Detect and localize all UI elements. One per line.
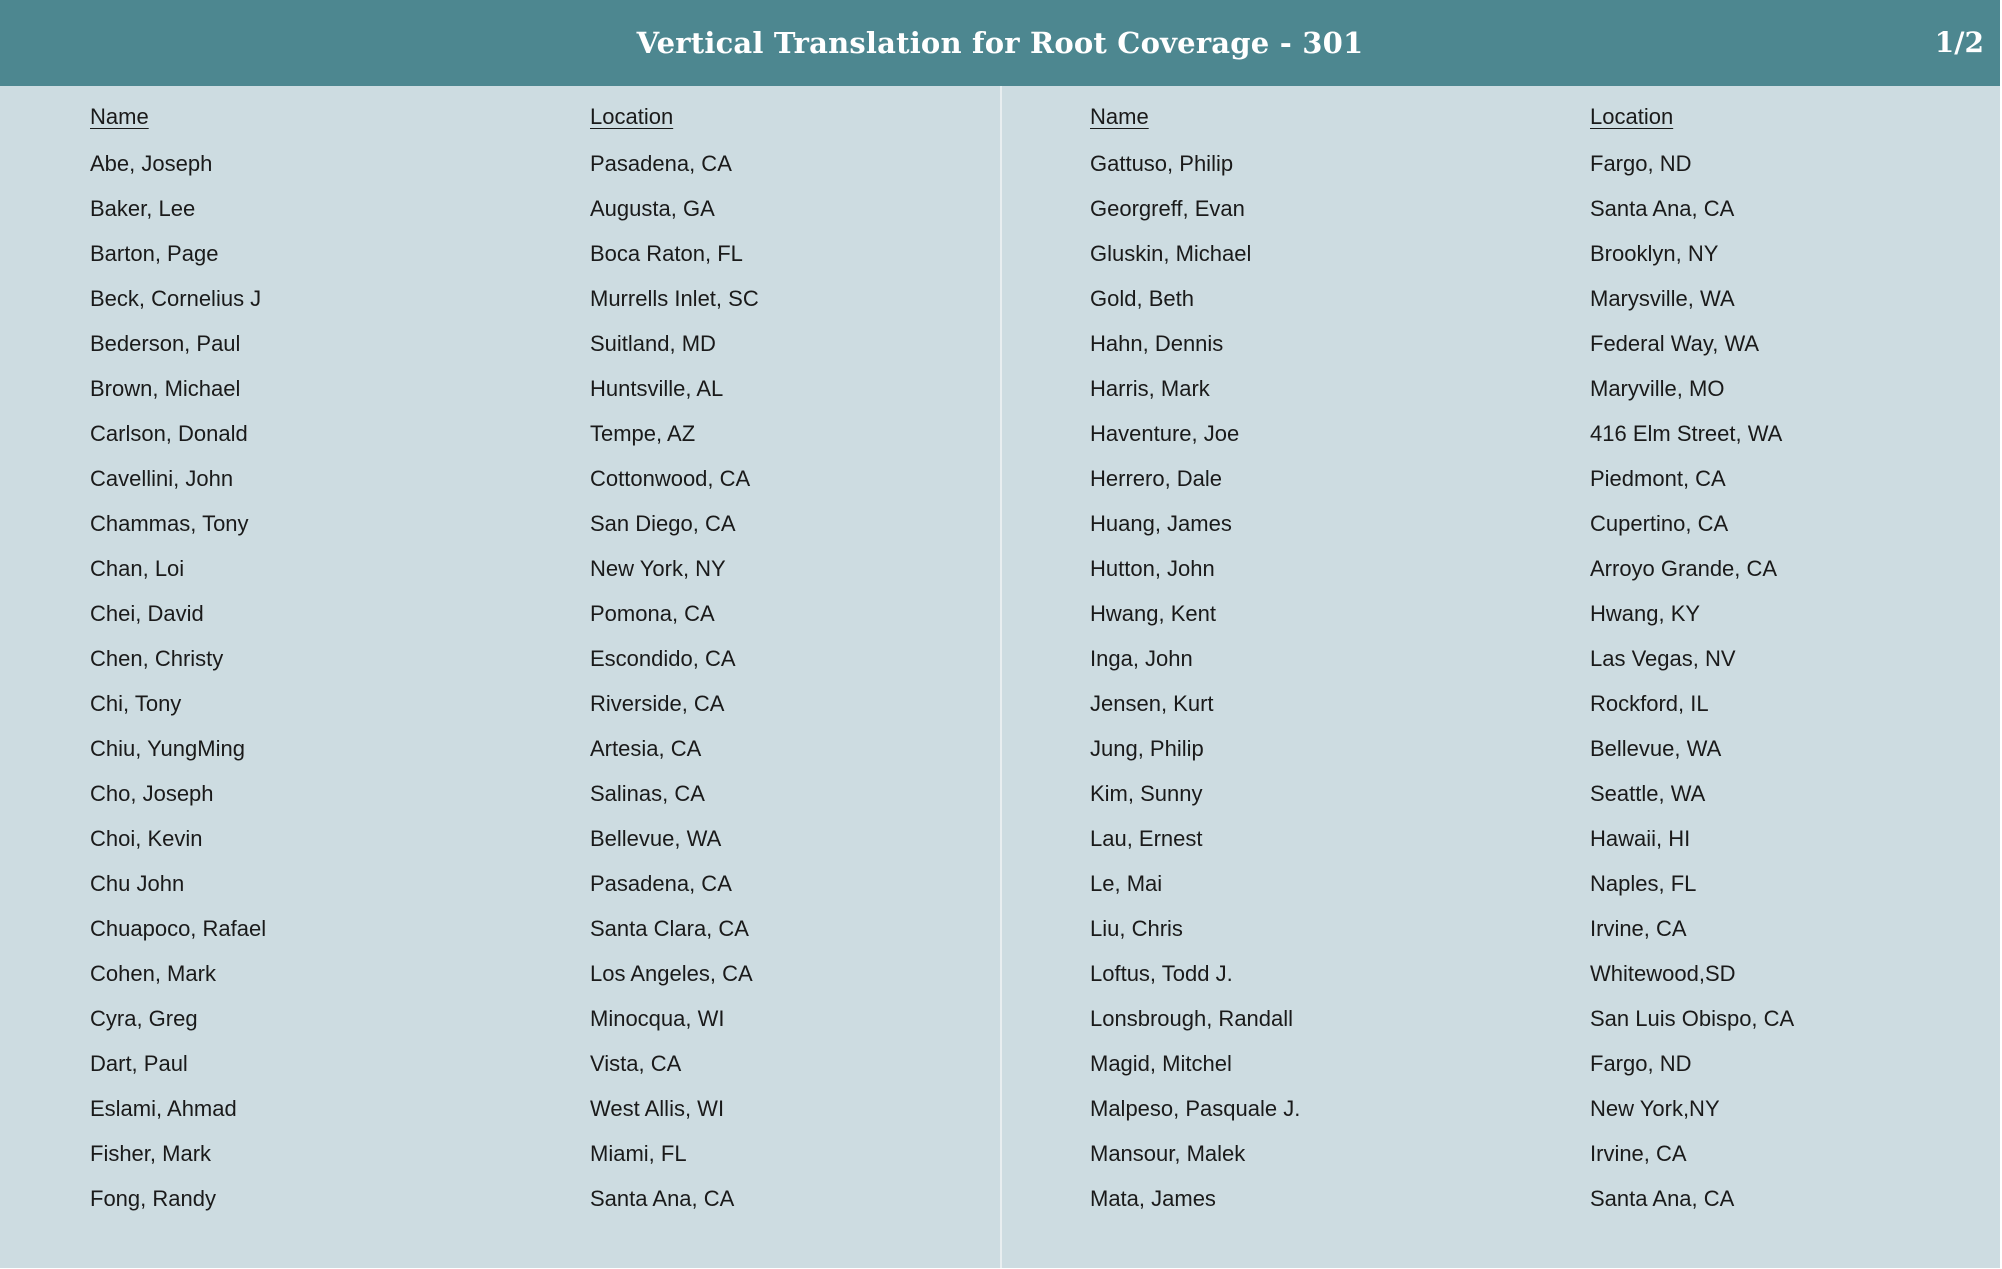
location-cell: Pomona, CA bbox=[590, 601, 715, 626]
name-cell: Brown, Michael bbox=[90, 376, 241, 401]
name-cell: Barton, Page bbox=[90, 241, 219, 266]
page-number: 1/2 bbox=[1934, 26, 1984, 59]
location-cell: Santa Ana, CA bbox=[1590, 1186, 1735, 1211]
name-cell: Hahn, Dennis bbox=[1090, 331, 1224, 356]
name-cell: Cohen, Mark bbox=[90, 961, 216, 986]
location-cell: Cupertino, CA bbox=[1590, 511, 1729, 536]
location-cell: Pasadena, CA bbox=[590, 871, 732, 896]
left-name-header: Name bbox=[90, 104, 149, 129]
right-location-header: Location bbox=[1590, 104, 1674, 129]
name-cell: Fong, Randy bbox=[90, 1186, 216, 1211]
left-name-list bbox=[90, 146, 266, 1226]
page-title: Vertical Translation for Root Coverage - 301 bbox=[636, 26, 1364, 60]
right-location-list bbox=[1590, 146, 1794, 1226]
location-cell: Marysville, WA bbox=[1590, 286, 1735, 311]
location-cell: Vista, CA bbox=[590, 1051, 682, 1076]
name-cell: Lau, Ernest bbox=[1090, 826, 1203, 851]
location-cell: Fargo, ND bbox=[1590, 151, 1692, 176]
location-cell: Fargo, ND bbox=[1590, 1051, 1692, 1076]
location-cell: Whitewood,SD bbox=[1590, 961, 1736, 986]
name-cell: Liu, Chris bbox=[1090, 916, 1183, 941]
location-cell: Boca Raton, FL bbox=[590, 241, 743, 266]
name-cell: Chen, Christy bbox=[90, 646, 224, 671]
name-cell: Cho, Joseph bbox=[90, 781, 214, 806]
location-cell: Rockford, IL bbox=[1590, 691, 1709, 716]
name-cell: Inga, John bbox=[1090, 646, 1193, 671]
name-cell: Kim, Sunny bbox=[1090, 781, 1203, 806]
location-cell: Huntsville, AL bbox=[590, 376, 724, 401]
location-cell: Riverside, CA bbox=[590, 691, 725, 716]
location-cell: Santa Clara, CA bbox=[590, 916, 749, 941]
location-cell: Hawaii, HI bbox=[1590, 826, 1691, 851]
name-cell: Chiu, YungMing bbox=[90, 736, 245, 761]
location-cell: Hwang, KY bbox=[1590, 601, 1701, 626]
location-cell: New York, NY bbox=[590, 556, 726, 581]
name-cell: Loftus, Todd J. bbox=[1090, 961, 1233, 986]
name-cell: Gattuso, Philip bbox=[1090, 151, 1234, 176]
location-cell: Brooklyn, NY bbox=[1590, 241, 1719, 266]
location-cell: Naples, FL bbox=[1590, 871, 1697, 896]
left-location-header: Location bbox=[590, 104, 674, 129]
name-cell: Mata, James bbox=[1090, 1186, 1216, 1211]
name-cell: Huang, James bbox=[1090, 511, 1232, 536]
location-cell: Federal Way, WA bbox=[1590, 331, 1760, 356]
name-cell: Malpeso, Pasquale J. bbox=[1090, 1096, 1301, 1121]
name-cell: Chan, Loi bbox=[90, 556, 185, 581]
location-cell: West Allis, WI bbox=[590, 1096, 725, 1121]
location-cell: Augusta, GA bbox=[590, 196, 715, 221]
location-cell: Miami, FL bbox=[590, 1141, 687, 1166]
name-cell: Hwang, Kent bbox=[1090, 601, 1216, 626]
location-cell: Cottonwood, CA bbox=[590, 466, 751, 491]
right-name-list bbox=[1090, 146, 1300, 1226]
name-cell: Haventure, Joe bbox=[1090, 421, 1240, 446]
name-cell: Beck, Cornelius J bbox=[90, 286, 262, 311]
location-cell: Las Vegas, NV bbox=[1590, 646, 1736, 671]
name-cell: Chi, Tony bbox=[90, 691, 182, 716]
name-cell: Chei, David bbox=[90, 601, 204, 626]
name-cell: Bederson, Paul bbox=[90, 331, 241, 356]
name-cell: Magid, Mitchel bbox=[1090, 1051, 1232, 1076]
location-cell: Tempe, AZ bbox=[590, 421, 696, 446]
location-cell: Bellevue, WA bbox=[1590, 736, 1722, 761]
location-cell: Salinas, CA bbox=[590, 781, 705, 806]
location-cell: Piedmont, CA bbox=[1590, 466, 1726, 491]
name-cell: Jung, Philip bbox=[1090, 736, 1204, 761]
name-cell: Gold, Beth bbox=[1090, 286, 1194, 311]
location-cell: Bellevue, WA bbox=[590, 826, 722, 851]
location-cell: Escondido, CA bbox=[590, 646, 736, 671]
location-cell: Irvine, CA bbox=[1590, 916, 1687, 941]
location-cell: Los Angeles, CA bbox=[590, 961, 753, 986]
location-cell: Santa Ana, CA bbox=[590, 1186, 735, 1211]
location-cell: Artesia, CA bbox=[590, 736, 702, 761]
name-cell: Jensen, Kurt bbox=[1090, 691, 1214, 716]
name-cell: Cavellini, John bbox=[90, 466, 234, 491]
location-cell: Seattle, WA bbox=[1590, 781, 1706, 806]
name-cell: Choi, Kevin bbox=[90, 826, 203, 851]
name-cell: Baker, Lee bbox=[90, 196, 196, 221]
location-cell: San Diego, CA bbox=[590, 511, 736, 536]
location-cell: Santa Ana, CA bbox=[1590, 196, 1735, 221]
name-cell: Le, Mai bbox=[1090, 871, 1163, 896]
name-cell: Abe, Joseph bbox=[90, 151, 213, 176]
location-cell: Pasadena, CA bbox=[590, 151, 732, 176]
left-location-list bbox=[590, 146, 759, 1226]
location-cell: Minocqua, WI bbox=[590, 1006, 725, 1031]
location-cell: San Luis Obispo, CA bbox=[1590, 1006, 1795, 1031]
name-cell: Harris, Mark bbox=[1090, 376, 1210, 401]
name-cell: Cyra, Greg bbox=[90, 1006, 198, 1031]
location-cell: Suitland, MD bbox=[590, 331, 716, 356]
name-cell: Carlson, Donald bbox=[90, 421, 248, 446]
name-cell: Mansour, Malek bbox=[1090, 1141, 1246, 1166]
name-cell: Dart, Paul bbox=[90, 1051, 188, 1076]
name-cell: Herrero, Dale bbox=[1090, 466, 1223, 491]
name-cell: Hutton, John bbox=[1090, 556, 1215, 581]
name-cell: Gluskin, Michael bbox=[1090, 241, 1252, 266]
location-cell: New York,NY bbox=[1590, 1096, 1720, 1121]
name-cell: Chuapoco, Rafael bbox=[90, 916, 267, 941]
column-divider bbox=[1000, 86, 1002, 1268]
name-cell: Lonsbrough, Randall bbox=[1090, 1006, 1294, 1031]
name-cell: Chammas, Tony bbox=[90, 511, 249, 536]
location-cell: Murrells Inlet, SC bbox=[590, 286, 759, 311]
name-cell: Georgreff, Evan bbox=[1090, 196, 1245, 221]
location-cell: Arroyo Grande, CA bbox=[1590, 556, 1778, 581]
location-cell: 416 Elm Street, WA bbox=[1590, 421, 1783, 446]
location-cell: Maryville, MO bbox=[1590, 376, 1725, 401]
location-cell: Irvine, CA bbox=[1590, 1141, 1687, 1166]
right-name-header: Name bbox=[1090, 104, 1149, 129]
name-cell: Chu John bbox=[90, 871, 185, 896]
name-cell: Eslami, Ahmad bbox=[90, 1096, 237, 1121]
name-cell: Fisher, Mark bbox=[90, 1141, 212, 1166]
